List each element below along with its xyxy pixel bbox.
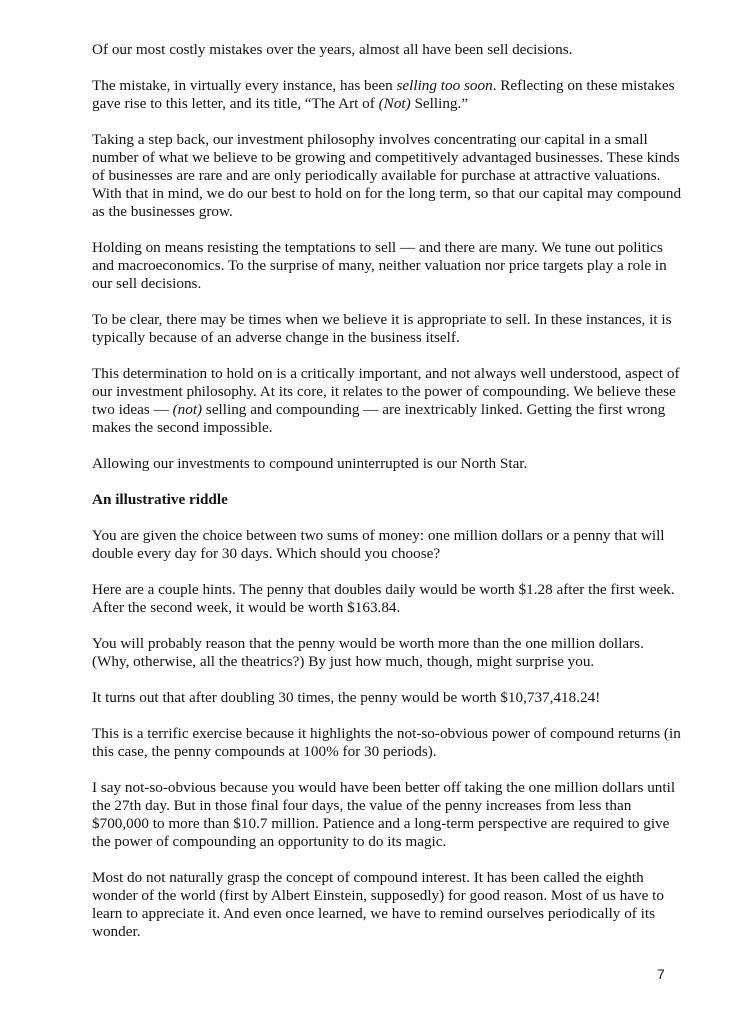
paragraph: This is a terrific exercise because it highlights the not-so-obvious power of compound returns (in this case, the penny compounds at 100% for 30 periods). [92,725,681,760]
section-heading: An illustrative riddle [92,491,228,508]
paragraph-text: . Reflecting on these mistakes gave rise to this letter, and its title, “The Art of [92,77,675,112]
paragraph: I say not-so-obvious because you would have been better off taking the one million dollars until the 27th day. But in those final four days, the value of the penny increases from less than $700,000 to more than $10.7 million. Patience and a long-term perspective are required to give the power of compounding an opportunity to do its magic. [92,779,676,850]
paragraph: Here are a couple hints. The penny that doubles daily would be worth $1.28 after the first week. After the second week, it would be worth $163.84. [92,581,675,616]
paragraph-text: This determination to hold on is a critically important, and not always well understood, aspect of our investment philosophy. At its core, it relates to the power of compounding. We believe these two ideas — [92,365,680,418]
paragraph-text: Selling.” [410,95,469,112]
paragraph: Holding on means resisting the temptations to sell — and there are many. We tune out politics and macroeconomics. To the surprise of many, neither valuation nor price targets play a role in our sell decisions. [92,239,667,292]
document-body [92,41,682,959]
paragraph: You are given the choice between two sums of money: one million dollars or a penny that will double every day for 30 days. Which should you choose? [92,527,665,562]
paragraph [92,365,682,437]
emphasis-text: selling too soon [396,77,493,94]
paragraph [92,77,682,113]
emphasis-text: (Not) [378,95,411,112]
paragraph: Of our most costly mistakes over the years, almost all have been sell decisions. [92,41,573,58]
paragraph: To be clear, there may be times when we believe it is appropriate to sell. In these instances, it is typically because of an adverse change in the business itself. [92,311,672,346]
paragraph-text: The mistake, in virtually every instance, has been [92,77,397,94]
paragraph: You will probably reason that the penny would be worth more than the one million dollars. (Why, otherwise, all the theatrics?) By just how much, though, might surprise you. [92,635,644,670]
paragraph-text: selling and compounding — are inextricably linked. Getting the first wrong makes the second impossible. [92,401,666,436]
paragraph: Most do not naturally grasp the concept of compound interest. It has been called the eighth wonder of the world (first by Albert Einstein, supposedly) for good reason. Most of us have to learn to appreciate it. And even once learned, we have to remind ourselves periodically of its wonder. [92,869,664,940]
paragraph: Taking a step back, our investment philosophy involves concentrating our capital in a small number of what we believe to be growing and competitively advantaged businesses. These kinds of businesses are rare and are only periodically available for purchase at attractive valuations. With that in mind, we do our best to hold on for the long term, so that our capital may compound as the businesses grow. [92,131,682,220]
emphasis-text: (not) [172,401,203,418]
paragraph: It turns out that after doubling 30 times, the penny would be worth $10,737,418.24! [92,689,601,706]
page-number: 7 [657,966,665,982]
paragraph: Allowing our investments to compound uninterrupted is our North Star. [92,455,528,472]
